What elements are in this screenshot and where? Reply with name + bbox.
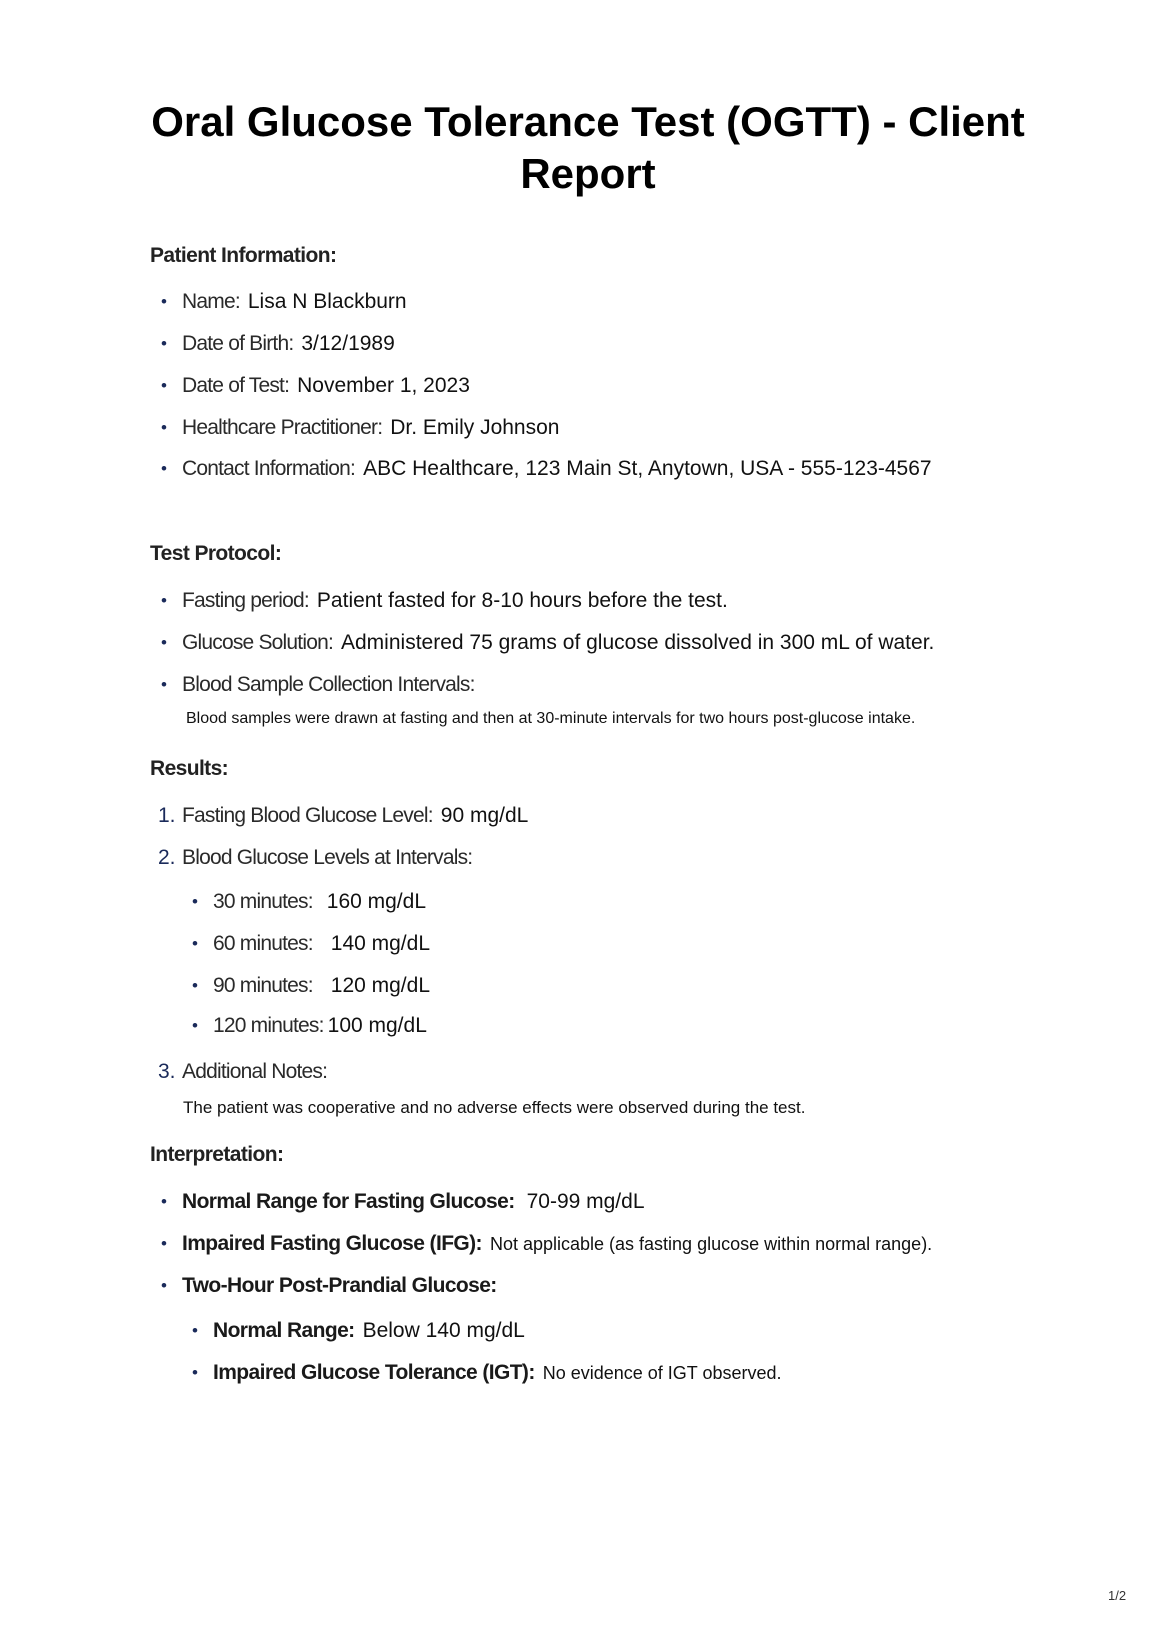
list-item bbox=[182, 672, 483, 698]
page-title: Oral Glucose Tolerance Test (OGTT) - Client Report bbox=[151, 98, 1025, 197]
item-number: 1. bbox=[158, 804, 176, 827]
field-value: 70-99 mg/dL bbox=[526, 1190, 645, 1213]
numbered-item bbox=[158, 845, 480, 871]
list-item bbox=[182, 588, 728, 614]
results-note: The patient was cooperative and no adverse effects were observed during the test. bbox=[183, 1098, 806, 1117]
list-item bbox=[182, 373, 470, 399]
list-item bbox=[182, 1273, 505, 1299]
section-heading-test-protocol: Test Protocol: bbox=[150, 542, 282, 565]
field-value: Patient fasted for 8-10 hours before the test. bbox=[316, 589, 728, 612]
section-heading-results: Results: bbox=[150, 757, 229, 780]
field-label: Date of Birth: bbox=[182, 332, 294, 355]
field-label: Blood Glucose Levels at Intervals: bbox=[182, 846, 473, 869]
sub-list-item bbox=[213, 1360, 782, 1386]
field-label: Additional Notes: bbox=[182, 1060, 328, 1083]
field-value: Below 140 mg/dL bbox=[362, 1319, 525, 1342]
field-label: Fasting Blood Glucose Level: bbox=[182, 804, 433, 827]
sub-list-item bbox=[213, 1318, 525, 1344]
field-value: 100 mg/dL bbox=[327, 1014, 427, 1037]
field-label: 90 minutes: bbox=[213, 974, 313, 997]
field-label: Name: bbox=[182, 290, 240, 313]
field-label: Contact Information: bbox=[182, 457, 356, 480]
field-label: Normal Range: bbox=[213, 1319, 355, 1342]
field-value: 160 mg/dL bbox=[326, 890, 427, 913]
list-item bbox=[182, 1189, 645, 1215]
field-label: Healthcare Practitioner: bbox=[182, 416, 383, 439]
field-value: 140 mg/dL bbox=[330, 932, 431, 955]
item-number: 3. bbox=[158, 1060, 176, 1083]
field-value: 120 mg/dL bbox=[330, 974, 431, 997]
numbered-item bbox=[158, 803, 529, 829]
field-label: Impaired Glucose Tolerance (IGT): bbox=[213, 1361, 535, 1384]
field-label: Date of Test: bbox=[182, 374, 290, 397]
list-item bbox=[182, 331, 395, 357]
list-item bbox=[182, 630, 934, 656]
field-value: Lisa N Blackburn bbox=[247, 290, 407, 313]
field-value: Dr. Emily Johnson bbox=[390, 416, 560, 439]
field-label: Blood Sample Collection Intervals: bbox=[182, 673, 475, 696]
field-label: 60 minutes: bbox=[213, 932, 313, 955]
field-label: 30 minutes: bbox=[213, 890, 313, 913]
field-value: ABC Healthcare, 123 Main St, Anytown, USA - 555-123-4567 bbox=[363, 457, 932, 480]
item-number: 2. bbox=[158, 846, 176, 869]
section-heading-interpretation: Interpretation: bbox=[150, 1143, 284, 1166]
field-value: 3/12/1989 bbox=[301, 332, 395, 355]
field-label: Glucose Solution: bbox=[182, 631, 333, 654]
list-item bbox=[182, 289, 407, 315]
field-value: Administered 75 grams of glucose dissolved in 300 mL of water. bbox=[341, 631, 935, 654]
numbered-item bbox=[158, 1059, 335, 1085]
field-label: Two-Hour Post-Prandial Glucose: bbox=[182, 1274, 497, 1297]
protocol-note: Blood samples were drawn at fasting and then at 30-minute intervals for two hours post-glucose intake. bbox=[186, 710, 916, 727]
interval-item bbox=[213, 931, 430, 957]
interval-item bbox=[213, 889, 426, 915]
field-value: No evidence of IGT observed. bbox=[542, 1363, 782, 1383]
interval-item bbox=[213, 1013, 427, 1039]
list-item bbox=[182, 415, 559, 441]
page-number: 1/2 bbox=[1108, 1588, 1127, 1603]
field-label: 120 minutes: bbox=[213, 1014, 324, 1037]
field-value: 90 mg/dL bbox=[440, 804, 529, 827]
field-label: Normal Range for Fasting Glucose: bbox=[182, 1190, 515, 1213]
field-value: November 1, 2023 bbox=[297, 374, 470, 397]
field-value: Not applicable (as fasting glucose within normal range). bbox=[489, 1234, 933, 1254]
list-item bbox=[182, 456, 932, 482]
section-heading-patient-information: Patient Information: bbox=[150, 244, 337, 267]
interval-item bbox=[213, 973, 430, 999]
field-label: Impaired Fasting Glucose (IFG): bbox=[182, 1232, 482, 1255]
list-item bbox=[182, 1231, 932, 1257]
field-label: Fasting period: bbox=[182, 589, 309, 612]
